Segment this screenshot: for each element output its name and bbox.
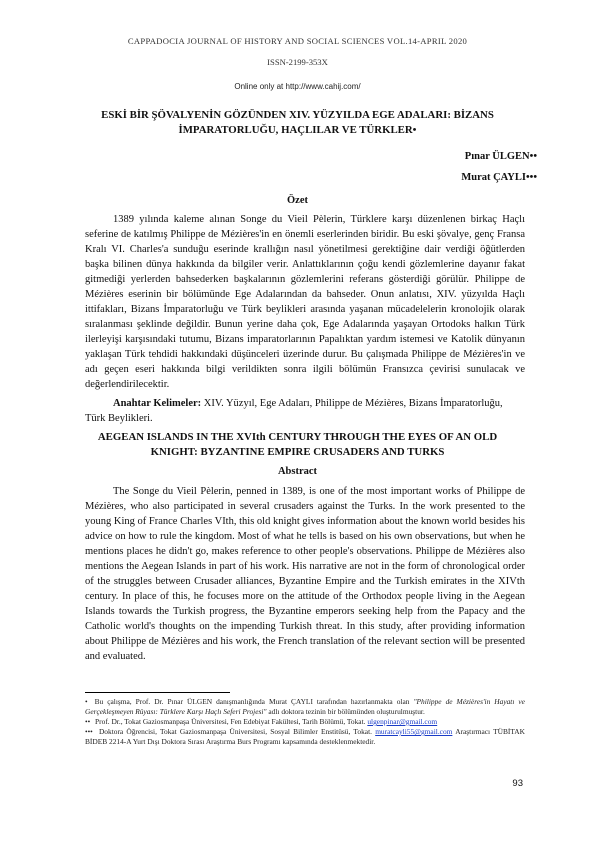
footnote-1 xyxy=(85,697,525,717)
footnote-3-email-link[interactable]: muratcayli55@gmail.com xyxy=(375,727,453,736)
footnote-1-thesis-title: "Philippe de Mézières'in Hayatı ve Gerçekleşmeyen Rüyası: Türklere Karşı Haçlı Seferi Projesi" xyxy=(85,697,525,716)
keywords-label: Anahtar Kelimeler: xyxy=(113,398,202,409)
keywords-text: XIV. Yüzyıl, Ege Adaları, Philippe de Mézières, Bizans İmparatorluğu, Türk Beylikleri. xyxy=(85,398,503,424)
footnotes xyxy=(85,697,525,747)
footnote-2 xyxy=(85,717,525,727)
footnote-3 xyxy=(85,727,525,747)
footnote-1-mark: • xyxy=(85,697,88,706)
journal-header: CAPPADOCIA JOURNAL OF HISTORY AND SOCIAL SCIENCES VOL.14-APRIL 2020 xyxy=(127,36,468,46)
online-url[interactable]: Online only at http://www.cahij.com/ xyxy=(234,82,361,91)
footnote-2-email-link[interactable]: ulgenpinar@gmail.com xyxy=(367,717,438,726)
footnote-2-text: Prof. Dr., Tokat Gaziosmanpaşa Üniversitesi, Fen Edebiyat Fakültesi, Tarih Bölümü, Tokat. xyxy=(95,717,366,726)
footnote-1-tail: adlı doktora tezinin bir bölümünden oluşturulmuştur. xyxy=(268,707,425,716)
footnote-3-text: Doktora Öğrencisi, Tokat Gaziosmanpaşa Üniversitesi, Sosyal Bilimler Enstitüsü, Tokat. xyxy=(98,727,372,736)
footnote-divider xyxy=(85,692,230,693)
keywords xyxy=(85,396,525,426)
abstract-heading: Abstract xyxy=(277,466,318,477)
footnote-1-text: Bu çalışma, Prof. Dr. Pınar ÜLGEN danışmanlığında Murat ÇAYLI tarafından hazırlanmakta olan xyxy=(94,697,410,706)
footnote-2-mark: •• xyxy=(85,717,91,726)
abstract-paragraph: The Songe du Vieil Pèlerin, penned in 1389, is one of the most important works of Philippe de Mézières, who also participated in several crusaders against the Turks. In the work presented to the young King of France Charles VIth, this old knight gives information about the known world besides his advice on how to rule the kingdom. Most of what he tells is based on his own observations, but when he mentions places he didn't go, makes reference to other people's observations. Philippe de Mézières also mentions the Aegean Islands in part of his work. His narrative are not in the form of chronological order of the struggles between Crusader alliances, Byzantine Empire and the Turkish emirates in the XIVth century. In place of this, he focuses more on the attitude of the Orthodox people living in the Aegean Islands towards the Turkish progress, the Byzantine emperors seeking help from the Papacy and the Catholic world's thoughts on the impending Turkish threat. In this study, after providing information about Philippe de Mézières and his work, the French translation of the relevant section will be presented and evaluated. xyxy=(85,486,525,662)
paper-title-turkish: ESKİ BİR ŞÖVALYENİN GÖZÜNDEN XIV. YÜZYILDA EGE ADALARI: BİZANS İMPARATORLUĞU, HAÇLILAR VE TÜRKLER• xyxy=(101,109,494,136)
footnote-3-mark: ••• xyxy=(85,727,93,736)
ozet-heading: Özet xyxy=(287,195,308,206)
footnote-3-tail: Araştırmacı TÜBİTAK BİDEB 2214-A Yurt Dışı Doktora Sırası Araştırma Burs Programı kapsamında desteklenmektedir. xyxy=(85,727,525,746)
page-number: 93 xyxy=(512,778,523,789)
author-2: Murat ÇAYLI••• xyxy=(461,172,537,183)
issn: ISSN-2199-353X xyxy=(267,57,328,67)
paper-title-english: AEGEAN ISLANDS IN THE XVIth CENTURY THROUGH THE EYES OF AN OLD KNIGHT: BYZANTINE EMPIRE CRUSADERS AND TURKS xyxy=(97,431,498,458)
author-1: Pınar ÜLGEN•• xyxy=(464,151,537,162)
ozet-paragraph: 1389 yılında kaleme alınan Songe du Vieil Pèlerin, Türklere karşı düzenlenen birkaç Haçlı seferine de katılmış Philippe de Mézières'in en önemli eserlerinden biridir. Bu eski şövalye, genç Fransa Kralı VI. Charles'a sunduğu eserinde krallığın nasıl yönetilmesi gerektiğine dair verdiği öğütlerden başka bilinen dünya hakkında da bilgiler verir. Anlattıklarının çoğu kendi gözlemlerine dayanır fakat gitmediği yerlerden bahsederken başkalarının gözlemlerini referans gösterdiği görülür. Philippe de Mézières eserinin bir bölümünde Ege Adalarından da bahseder. Onun anlatısı, XIV. yüzyılda Haçlı ittifakları, Bizans İmparatorluğu ve Türk beylikleri arasında yaşanan mücadelelerin kronolojik olarak sıralanması şeklinde değildir. Bunun yerine daha çok, Ege Adalarında yaşayan Ortodoks halkın Türk ilerleyişi karşısındaki tutumu, Bizans imparatorlarının Papalıktan yardım istemesi ve Katolik dünyanın yaklaşan Türk tehdidi hakkındaki düşünceleri üzerinde durur. Bu çalışmada Philippe de Mézières'in ve adı geçen eseri hakkında bilgi verildikten sonra ilgili bölümün Fransızca çevirisi sunulacak ve değerlendirilecektir. xyxy=(85,214,525,390)
